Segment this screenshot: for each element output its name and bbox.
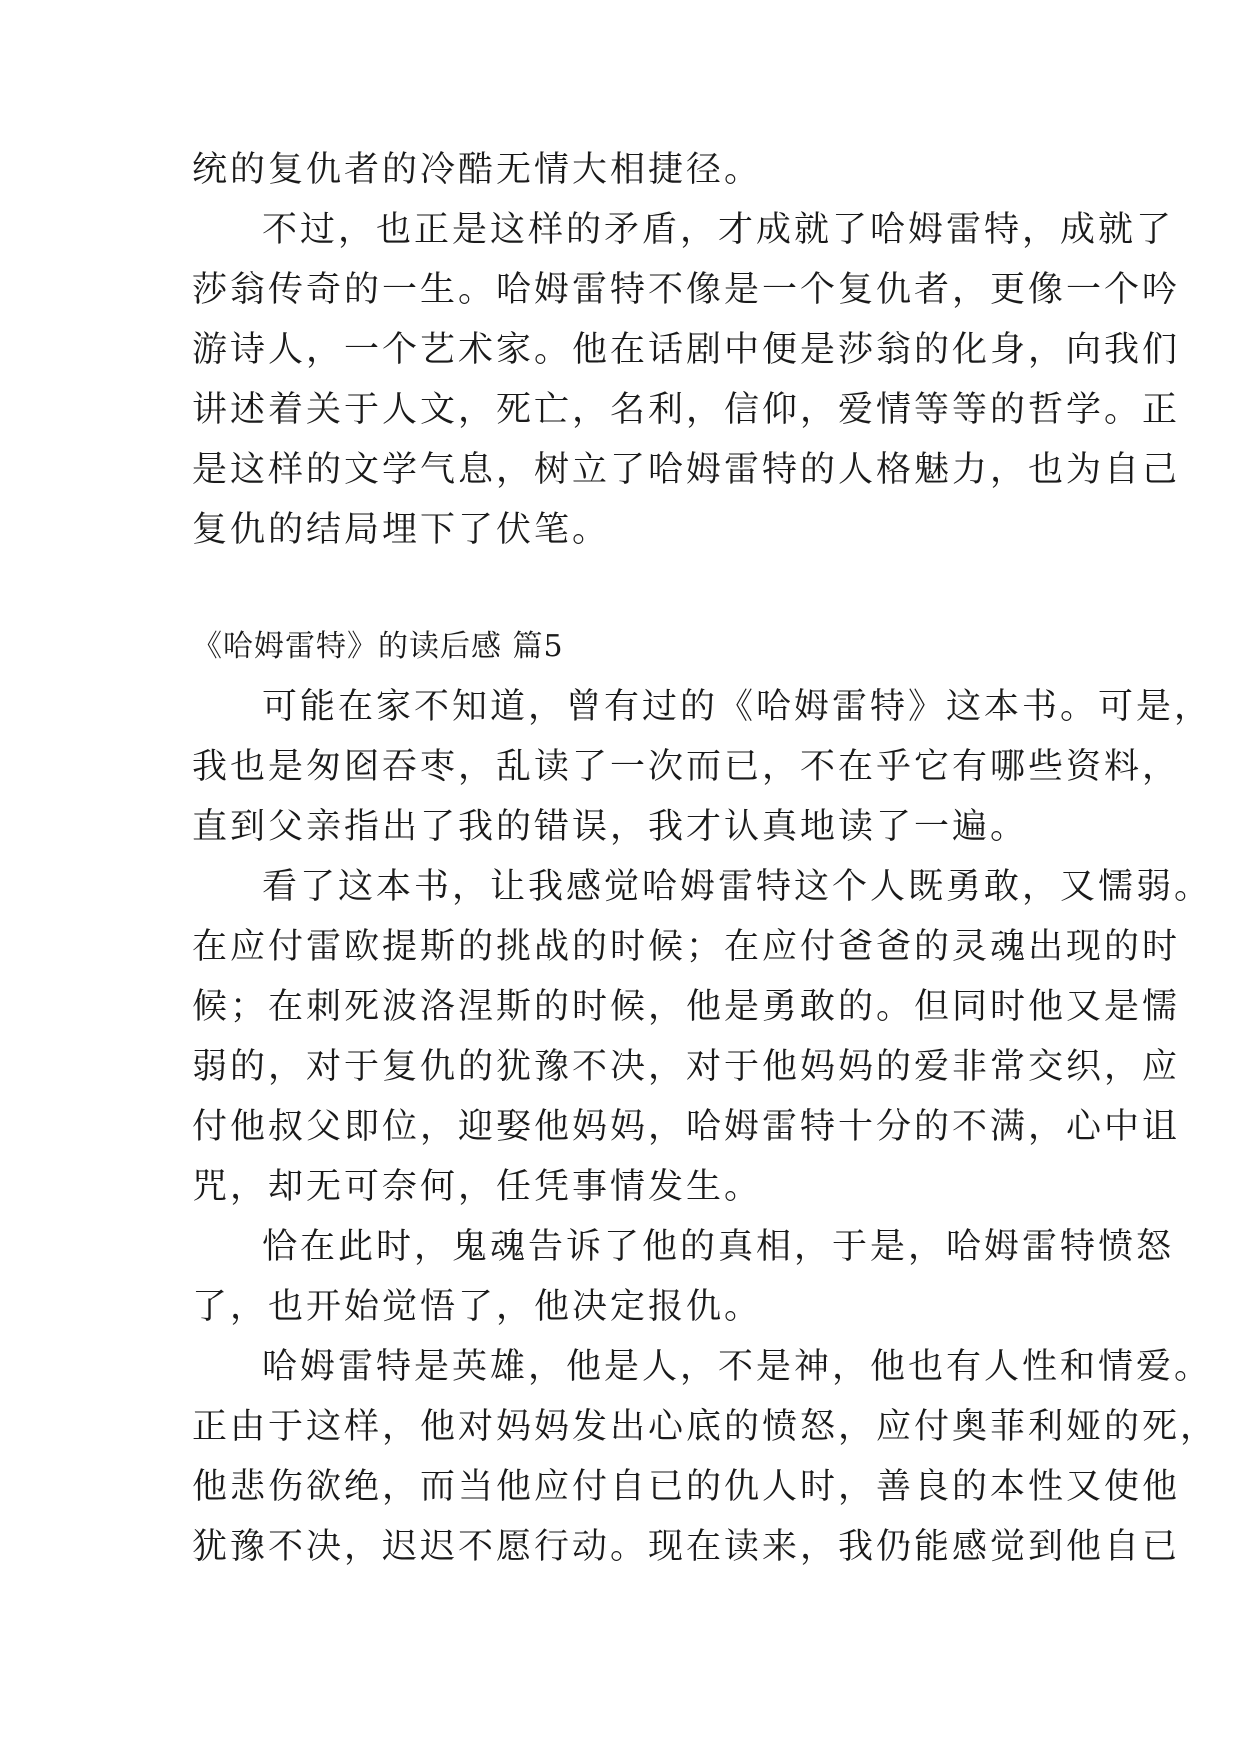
paragraph-line: 是这样的文学气息，树立了哈姆雷特的人格魅力，也为自己 — [192, 450, 1181, 490]
paragraph-line: 犹豫不决，迟迟不愿行动。现在读来，我仍能感觉到他自已 — [192, 1527, 1181, 1567]
paragraph-line: 哈姆雷特是英雄，他是人，不是神，他也有人性和情爱。 — [262, 1347, 1213, 1387]
paragraph-line: 恰在此时，鬼魂告诉了他的真相，于是，哈姆雷特愤怒 — [262, 1227, 1175, 1267]
paragraph-line: 候；在刺死波洛涅斯的时候，他是勇敢的。但同时他又是懦 — [192, 987, 1181, 1027]
paragraph-line: 在应付雷欧提斯的挑战的时候；在应付爸爸的灵魂出现的时 — [192, 927, 1181, 967]
paragraph-line: 不过，也正是这样的矛盾，才成就了哈姆雷特，成就了 — [262, 210, 1175, 250]
paragraph-line: 直到父亲指出了我的错误，我才认真地读了一遍。 — [192, 807, 1029, 847]
paragraph-line: 付他叔父即位，迎娶他妈妈，哈姆雷特十分的不满，心中诅 — [192, 1107, 1181, 1147]
paragraph-line: 莎翁传奇的一生。哈姆雷特不像是一个复仇者，更像一个吟 — [192, 270, 1181, 310]
paragraph-line: 看了这本书，让我感觉哈姆雷特这个人既勇敢，又懦弱。 — [262, 867, 1213, 907]
paragraph-line: 复仇的结局埋下了伏笔。 — [192, 510, 611, 550]
body-text-section — [192, 677, 1219, 1577]
section-heading-block — [192, 617, 1052, 677]
body-text-top — [192, 140, 1181, 560]
section-heading: 《哈姆雷特》的读后感 篇5 — [192, 629, 564, 664]
paragraph-line: 可能在家不知道，曾有过的《哈姆雷特》这本书。可是， — [262, 687, 1213, 727]
paragraph-line: 咒，却无可奈何，任凭事情发生。 — [192, 1167, 763, 1207]
paragraph-line: 我也是匆囵吞枣，乱读了一次而已，不在乎它有哪些资料， — [192, 747, 1181, 787]
paragraph-line: 了，也开始觉悟了，他决定报仇。 — [192, 1287, 763, 1327]
paragraph-line: 统的复仇者的冷酷无情大相捷径。 — [192, 150, 763, 190]
paragraph-line: 讲述着关于人文，死亡，名利，信仰，爱情等等的哲学。正 — [192, 390, 1181, 430]
paragraph-line: 游诗人，一个艺术家。他在话剧中便是莎翁的化身，向我们 — [192, 330, 1181, 370]
paragraph-line: 正由于这样，他对妈妈发出心底的愤怒，应付奥菲利娅的死， — [192, 1407, 1219, 1447]
paragraph-line: 弱的，对于复仇的犹豫不决，对于他妈妈的爱非常交织，应 — [192, 1047, 1181, 1087]
paragraph-line: 他悲伤欲绝，而当他应付自已的仇人时，善良的本性又使他 — [192, 1467, 1181, 1507]
